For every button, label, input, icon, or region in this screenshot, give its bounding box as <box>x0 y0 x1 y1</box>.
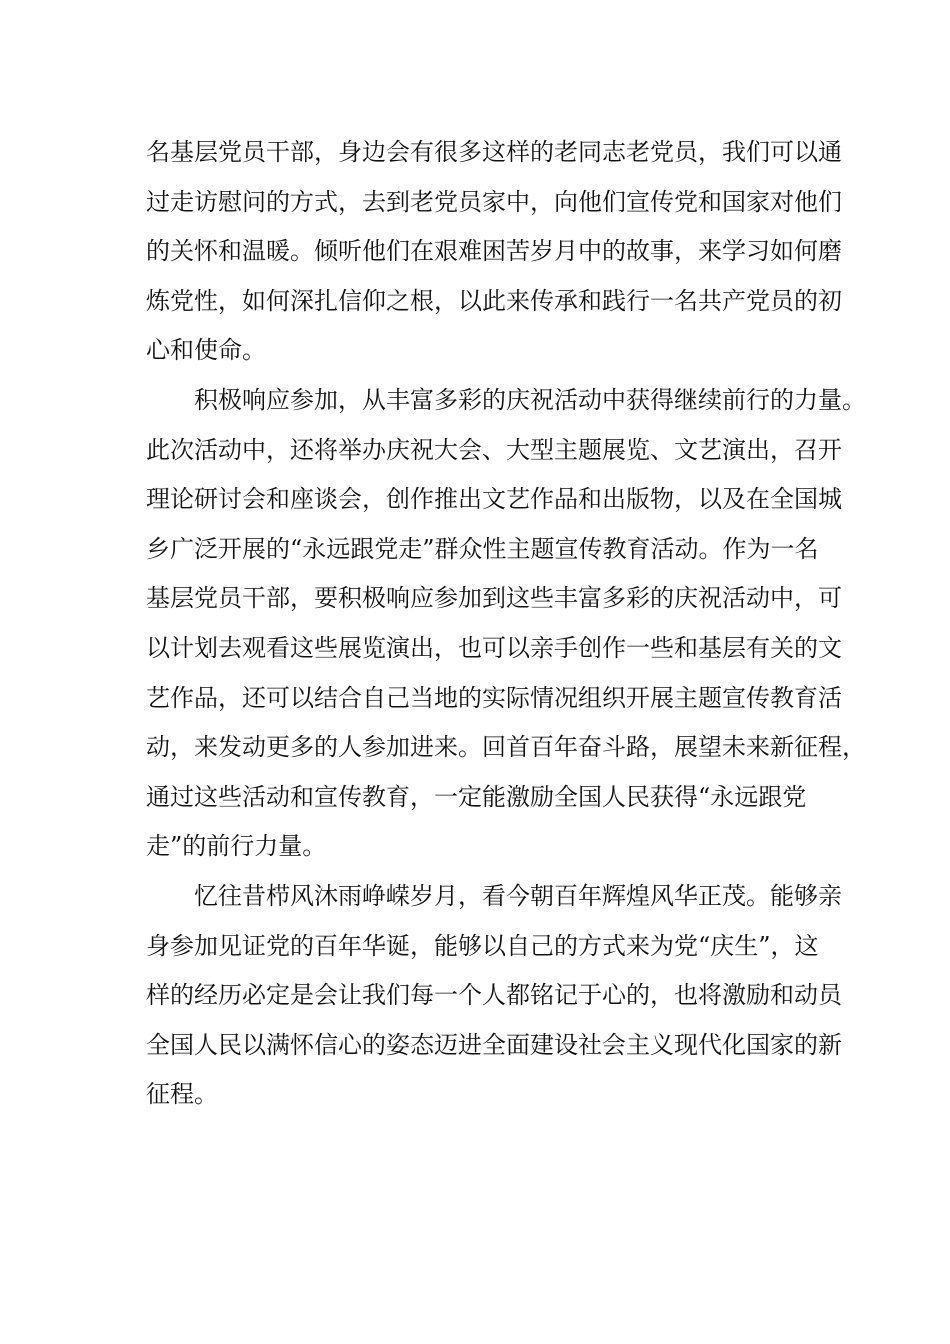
paragraph-line: 以计划去观看这些展览演出，也可以亲手创作一些和基层有关的文 <box>146 633 842 662</box>
paragraph-line: 通过这些活动和宣传教育，一定能激励全国人民获得“永远跟党 <box>146 782 807 811</box>
paragraph-line: 样的经历必定是会让我们每一个人都铭记于心的，也将激励和动员 <box>146 981 842 1010</box>
paragraph-line: 理论研讨会和座谈会，创作推出文艺作品和出版物，以及在全国城 <box>146 485 842 514</box>
paragraph-line: 积极响应参加，从丰富多彩的庆祝活动中获得继续前行的力量。 <box>194 385 866 414</box>
paragraph-line: 此次活动中，还将举办庆祝大会、大型主题展览、文艺演出，召开 <box>146 435 842 464</box>
paragraph-3 <box>146 872 842 1120</box>
paragraph-line: 乡广泛开展的“永远跟党走”群众性主题宣传教育活动。作为一名 <box>146 534 819 563</box>
paragraph-line: 过走访慰问的方式，去到老党员家中，向他们宣传党和国家对他们 <box>146 187 842 216</box>
paragraph-line: 走”的前行力量。 <box>146 832 327 861</box>
paragraph-line: 全国人民以满怀信心的姿态迈进全面建设社会主义现代化国家的新 <box>146 1030 842 1059</box>
paragraph-1 <box>146 128 842 376</box>
paragraph-line: 的关怀和温暖。倾听他们在艰难困苦岁月中的故事，来学习如何磨 <box>146 237 842 266</box>
paragraph-line: 心和使命。 <box>146 336 266 365</box>
paragraph-line: 忆往昔栉风沐雨峥嵘岁月，看今朝百年辉煌风华正茂。能够亲 <box>194 881 842 910</box>
document-body <box>146 128 866 1120</box>
paragraph-line: 身参加见证党的百年华诞，能够以自己的方式来为党“庆生”，这 <box>146 931 819 960</box>
paragraph-line: 动，来发动更多的人参加进来。回首百年奋斗路，展望未来新征程， <box>146 733 866 762</box>
paragraph-line: 名基层党员干部，身边会有很多这样的老同志老党员，我们可以通 <box>146 138 842 166</box>
paragraph-line: 炼党性，如何深扎信仰之根，以此来传承和践行一名共产党员的初 <box>146 286 842 315</box>
paragraph-line: 征程。 <box>146 1080 218 1109</box>
paragraph-line: 基层党员干部，要积极响应参加到这些丰富多彩的庆祝活动中，可 <box>146 584 842 613</box>
paragraph-line: 艺作品，还可以结合自己当地的实际情况组织开展主题宣传教育活 <box>146 683 842 712</box>
paragraph-2 <box>146 376 866 872</box>
